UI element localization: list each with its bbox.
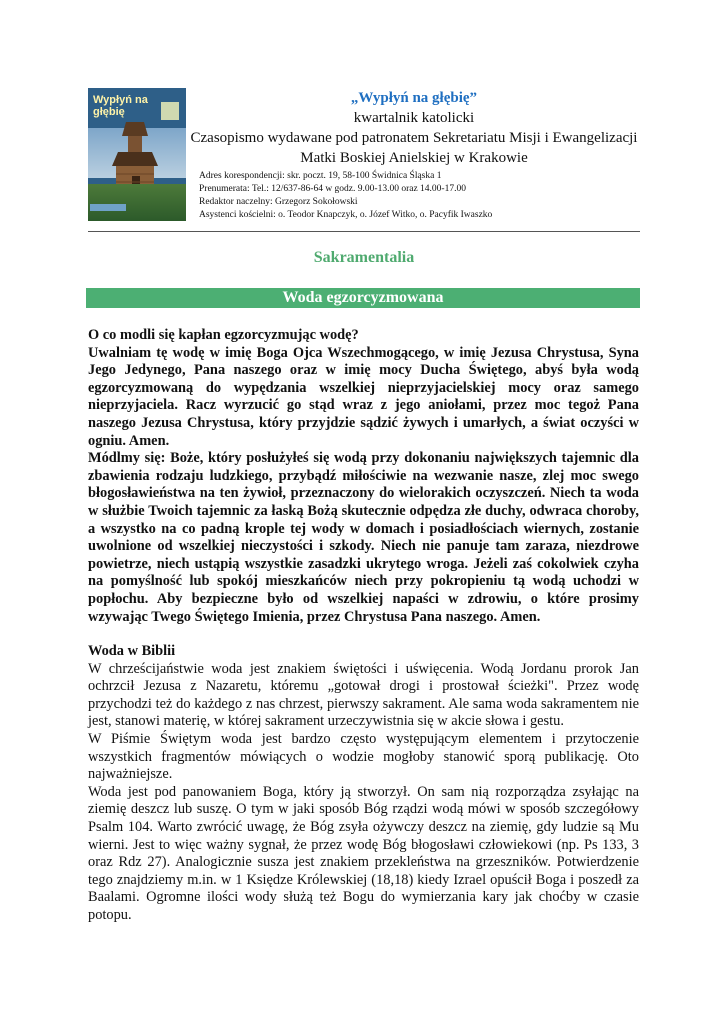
magazine-title: „Wypłyń na głębię” — [350, 90, 478, 106]
header-divider — [88, 231, 640, 232]
publisher-info — [199, 170, 640, 222]
cover-grass — [88, 184, 186, 221]
blessing-prayer: Módlmy się: Boże, który posłużyłeś się wodą przy dokonaniu największych tajemnic dla zbawienia rodzaju ludzkiego, przybądź miłościwie na wezwanie nasze, zlej moc swego błogosławieństwa na ten żywioł, przeznaczony do wielorakich oczyszczeń. Niech ta woda w służbie Twoich tajemnic za łaską Bożą skutecznie odpędza złe duchy, odwraca choroby, a wszystko na co padną krople tej wody w domach i posiadłościach wiernych, zostanie uwolnione od wszelkiej nieczystości i szkody. Niech nie panuje tam zaraza, niezdrowe powietrze, niech ustąpią wszystkie zasadzki ukrytego wroga. Jeżeli zaś cokolwiek czyha na pomyślność lub spokój mieszkańców niech przy pokropieniu tą wodą uchodzi w popłochu. Aby bezpieczne było od wszelkiej napaści w zdrowiu, o które prosimy wzywając Twego Świętego Imienia, przez Chrystusa Pana naszego. Amen. — [88, 450, 639, 625]
editor-in-chief: Redaktor naczelny: Grzegorz Sokołowski — [199, 197, 358, 207]
paragraph-gap — [88, 626, 639, 643]
magazine-subtitle: kwartalnik katolicki — [353, 110, 475, 126]
church-assistants: Asystenci kościelni: o. Teodor Knapczyk, o. Józef Witko, o. Pacyfik Iwaszko — [199, 210, 493, 220]
patronage-line-1: Czasopismo wydawane pod patronatem Sekretariatu Misji i Ewangelizacji — [190, 130, 638, 146]
bible-heading: Woda w Biblii — [88, 643, 176, 660]
bible-paragraph: W Piśmie Świętym woda jest bardzo często występującym elementem i przytoczenie wszystkich fragmentów mówiących o wodzie mogłoby stanowić sporą publikację. Oto najważniejsze. — [88, 731, 639, 783]
cover-title: Wypłyń na głębię — [93, 94, 148, 118]
masthead-header — [88, 88, 640, 230]
cover-strip — [90, 204, 126, 211]
article-title-band: Woda egzorcyzmowana — [86, 288, 640, 308]
correspondence-address: Adres korespondencji: skr. poczt. 19, 58-100 Świdnica Śląska 1 — [199, 171, 442, 181]
cover-badge — [161, 102, 179, 120]
subscription-info: Prenumerata: Tel.: 12/637-86-64 w godz. 9.00-13.00 oraz 14.00-17.00 — [199, 184, 466, 194]
section-title: Sakramentalia — [313, 249, 415, 266]
magazine-cover-image — [88, 88, 186, 221]
patronage-line-2: Matki Boskiej Anielskiej w Krakowie — [300, 150, 528, 166]
exorcism-prayer: Uwalniam tę wodę w imię Boga Ojca Wszechmogącego, w imię Jezusa Chrystusa, Syna Jego Jedynego, Pana naszego oraz w imię mocy Ducha Świętego, abyś była wodą egzorcyzmowaną do wypędzania wszelkiej nieprzyjacielskiej mocy oraz samego nieprzyjaciela. Racz wyrzucić go stąd wraz z jego aniołami, przez moc tegoż Pana naszego Jezusa Chrystusa, który przyjdzie sądzić żywych i umarłych, a świat oczyści w ogniu. Amen. — [88, 344, 639, 449]
bible-paragraph: Woda jest pod panowaniem Boga, który ją stworzył. On sam nią rozporządza zsyłając na ziemię deszcz lub suszę. O tym w jaki sposób Bóg rządzi wodą mówi w sposób szczegółowy Psalm 104. Warto zwrócić uwagę, że Bóg zsyła ożywczy deszcz na ziemię, gdy ludzie są Mu wierni. Jest to więc ważny sygnał, że przez wodę Bóg błogosławi człowiekowi (np. Ps 133, 3 oraz Rdz 27). Analogicznie susza jest znakiem przekleństwa na grzeszników. Potwierdzenie tego znajdziemy m.in. w 1 Księdze Królewskiej (18,18) kiedy Izrael opuścił Boga i poszedł za Baalami. Ogromne ilości wody służą też Bogu do wymierzania kary jak choćby w czasie potopu. — [88, 783, 639, 923]
question-heading: O co modli się kapłan egzorcyzmując wodę? — [88, 327, 359, 343]
article-body — [88, 327, 639, 925]
masthead-text — [188, 88, 640, 168]
bible-paragraph: W chrześcijaństwie woda jest znakiem świętości i uświęcenia. Wodą Jordanu prorok Jan ochrzcił Jezusa z Nazaretu, któremu „gotował drogi i prostował ścieżki". Przez wodę przychodzi też do każdego z nas chrzest, pierwszy sakrament. Ale sama woda sakramentem nie jest, stanowi materię, w której sakrament urzeczywistnia się w akcie słowa i gestu. — [88, 660, 639, 730]
